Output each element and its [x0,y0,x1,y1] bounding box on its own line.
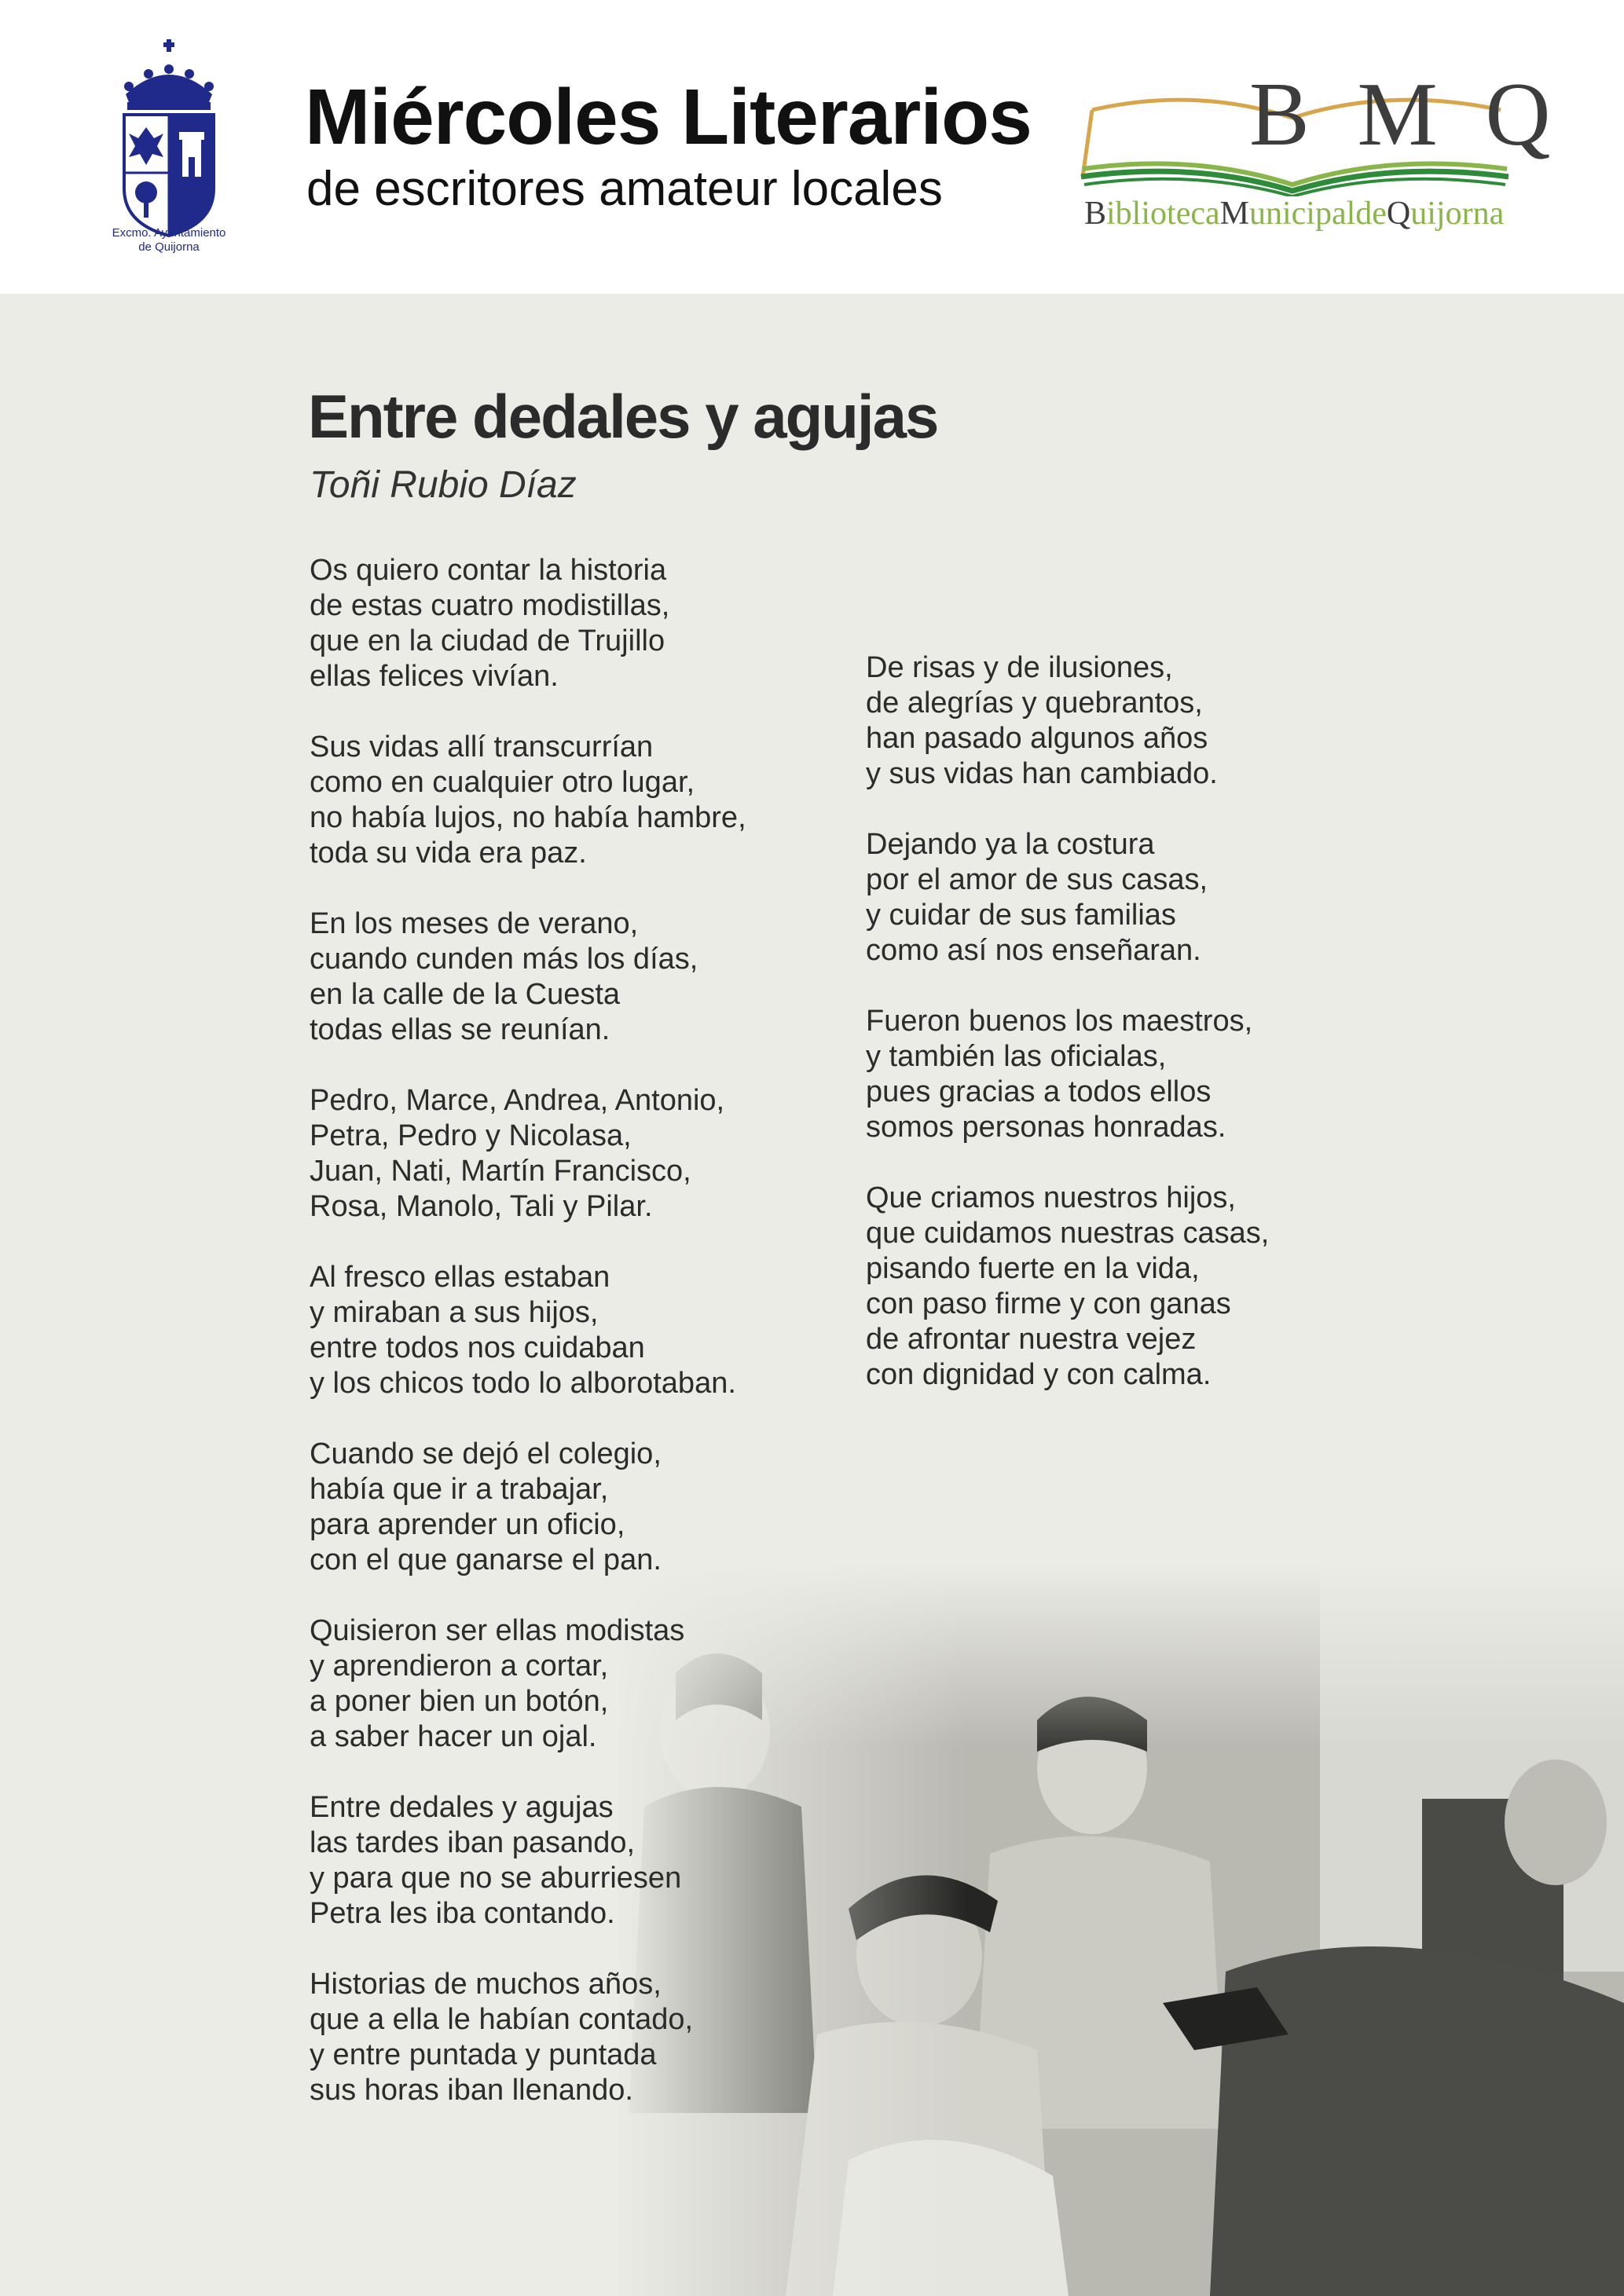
poem-line: que cuidamos nuestras casas, [866,1217,1270,1250]
crest-caption-line: de Quijorna [138,240,200,254]
poem-line: cuando cunden más los días, [310,943,698,976]
library-logo-name [1084,195,1504,233]
poem-line: había que ir a trabajar, [310,1473,609,1506]
poem-line: a poner bien un botón, [310,1685,609,1718]
library-name-part: unicipalde [1248,196,1387,232]
poem-left-column [310,553,907,2144]
poem-line: sus horas iban llenando. [310,2074,633,2107]
poem-line: y también las oficialas, [866,1040,1167,1073]
poem-author: Toñi Rubio Díaz [310,464,577,506]
poem-line: Juan, Nati, Martín Francisco, [310,1155,691,1188]
poem-line: que en la ciudad de Trujillo [310,624,665,657]
poem-line: que a ella le habían contado, [310,2003,694,2036]
poem-line: Petra les iba contando. [310,1897,615,1930]
poem-stanza [866,650,1463,792]
series-subtitle: de escritores amateur locales [306,162,943,216]
poem-line: no había lujos, no había hambre, [310,801,746,834]
poem-line: y miraban a sus hijos, [310,1296,599,1329]
poem-line: Que criamos nuestros hijos, [866,1181,1236,1214]
library-name-part: iblioteca [1106,196,1220,232]
poem-line: Pedro, Marce, Andrea, Antonio, [310,1084,725,1117]
poem-line: pisando fuerte en la vida, [866,1252,1200,1285]
poem-line: Rosa, Manolo, Tali y Pilar. [310,1190,653,1223]
poem-line: toda su vida era paz. [310,837,587,870]
poem-stanza [310,730,907,871]
series-title: Miércoles Literarios [305,73,1032,161]
poem-line: pues gracias a todos ellos [866,1075,1212,1108]
poem-line: y sus vidas han cambiado. [866,757,1218,790]
poem-line: como así nos enseñaran. [866,934,1201,967]
poem-line: Sus vidas allí transcurrían [310,731,654,764]
poem-line: somos personas honradas. [866,1111,1226,1144]
poem-line: Dejando ya la costura [866,828,1155,861]
poem-stanza [310,553,907,694]
poem-line: y los chicos todo lo alborotaban. [310,1367,736,1400]
poem-line: y entre puntada y puntada [310,2038,657,2071]
poem-line: ellas felices vivían. [310,660,559,693]
crest-caption [102,226,236,255]
poem-line: de afrontar nuestra vejez [866,1323,1197,1356]
poem-line: Petra, Pedro y Nicolasa, [310,1119,632,1152]
poem-stanza [310,1437,907,1578]
header-banner [0,0,1624,294]
poem-stanza [310,1967,907,2108]
poem-line: y cuidar de sus familias [866,899,1176,932]
poem-line: con dignidad y con calma. [866,1358,1212,1391]
library-name-part: M [1219,196,1249,232]
poem-line: por el amor de sus casas, [866,863,1208,896]
poem-line: con paso firme y con ganas [866,1287,1231,1320]
poem-stanza [866,1004,1463,1145]
poem-line: han pasado algunos años [866,722,1208,755]
poem-stanza [310,1613,907,1755]
poem-line: como en cualquier otro lugar, [310,766,695,799]
poem-line: Os quiero contar la historia [310,554,667,587]
poem-line: con el que ganarse el pan. [310,1543,662,1576]
poem-line: Quisieron ser ellas modistas [310,1614,685,1647]
poem-line: Historias de muchos años, [310,1968,662,2001]
poem-line: Fueron buenos los maestros, [866,1005,1253,1038]
poem-stanza [310,1260,907,1401]
poem-stanza [866,827,1463,969]
poem-stanza [310,1083,907,1225]
library-name-part: uijorna [1410,196,1505,232]
poem-line: Entre dedales y agujas [310,1791,614,1824]
poem-line: y para que no se aburriesen [310,1862,682,1895]
poem-line: para aprender un oficio, [310,1508,625,1541]
poem-line: entre todos nos cuidaban [310,1331,645,1364]
poem-line: Cuando se dejó el colegio, [310,1437,662,1470]
poem-line: de alegrías y quebrantos, [866,687,1203,720]
poem-line: las tardes iban pasando, [310,1826,636,1859]
poem-line: En los meses de verano, [310,907,639,940]
poem-line: de estas cuatro modistillas, [310,589,670,622]
poem-stanza [866,1181,1463,1393]
poem-line: en la calle de la Cuesta [310,978,621,1011]
poem-line: a saber hacer un ojal. [310,1720,597,1753]
poem-stanza [310,906,907,1048]
library-name-part: B [1084,196,1107,232]
library-logo-letters: B M Q [1249,64,1564,164]
poem-right-column [866,650,1463,1428]
library-name-part: Q [1386,196,1411,232]
library-logo [1076,64,1564,236]
poem-line: De risas y de ilusiones, [866,651,1173,684]
crest-caption-line: Excmo. Ayuntamiento [112,226,226,240]
poem-line: y aprendieron a cortar, [310,1650,609,1683]
poem-line: todas ellas se reunían. [310,1013,610,1046]
poem-line: Al fresco ellas estaban [310,1261,610,1294]
poem-title: Entre dedales y agujas [308,382,938,451]
poem-stanza [310,1790,907,1932]
